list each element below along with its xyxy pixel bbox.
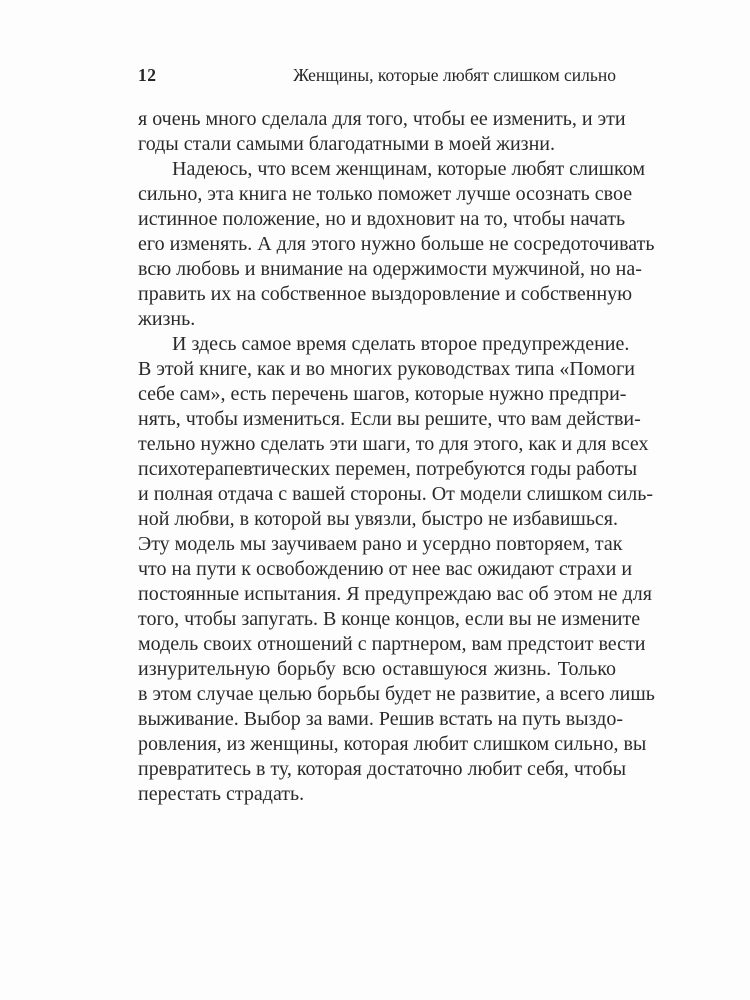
- text-line: истинное положение, но и вдохновит на то, чтобы начать: [138, 208, 626, 230]
- text-line: И здесь самое время сделать второе предупреждение.: [172, 333, 630, 355]
- text-line: сильно, эта книга не только поможет лучше осознать свое: [138, 183, 633, 205]
- text-line: и полная отдача с вашей стороны. От модели слишком силь-: [138, 483, 653, 505]
- text-line: В этой книге, как и во многих руководствах типа «Помоги: [138, 358, 635, 380]
- text-line: Надеюсь, что всем женщинам, которые любят слишком: [172, 158, 646, 180]
- text-line: тельно нужно сделать эти шаги, то для этого, как и для всех: [138, 433, 649, 455]
- text-line: Эту модель мы заучиваем рано и усердно повторяем, так: [138, 533, 623, 555]
- paragraph: [138, 332, 655, 807]
- text-line: того, чтобы запугать. В конце концов, если вы не измените: [138, 608, 641, 630]
- text-line: изнурительную борьбу всю оставшуюся жизнь. Только: [138, 658, 616, 680]
- text-line: править их на собственное выздоровление и собственную: [138, 283, 633, 305]
- page-number: 12: [138, 65, 157, 85]
- text-line: я очень много сделала для того, чтобы ее изменить, и эти: [138, 108, 626, 130]
- running-head: [138, 62, 616, 88]
- running-title: Женщины, которые любят слишком сильно: [293, 65, 616, 85]
- text-line: в этом случае целью борьбы будет не развитие, а всего лишь: [138, 683, 655, 705]
- text-line: всю любовь и внимание на одержимости мужчиной, но на-: [138, 258, 642, 280]
- text-line: жизнь.: [138, 308, 196, 330]
- text-line: постоянные испытания. Я предупреждаю вас об этом не для: [138, 583, 652, 605]
- text-line: перестать страдать.: [138, 783, 305, 805]
- body-text: [138, 107, 655, 807]
- text-line: превратитесь в ту, которая достаточно любит себя, чтобы: [138, 758, 627, 780]
- text-line: ной любви, в которой вы увязли, быстро не избавишься.: [138, 508, 619, 530]
- text-line: его изменять. А для этого нужно больше не сосредоточивать: [138, 233, 655, 255]
- text-line: годы стали самыми благодатными в моей жизни.: [138, 133, 555, 155]
- text-line: модель своих отношений с партнером, вам предстоит вести: [138, 633, 646, 655]
- paragraph: [138, 107, 626, 157]
- text-line: нять, чтобы измениться. Если вы решите, что вам действи-: [138, 408, 641, 430]
- text-line: что на пути к освобождению от нее вас ожидают страхи и: [138, 558, 633, 580]
- paragraph: [138, 157, 655, 332]
- text-line: себе сам», есть перечень шагов, которые нужно предпри-: [138, 383, 627, 405]
- text-line: психотерапевтических перемен, потребуются годы работы: [138, 458, 638, 480]
- text-line: выживание. Выбор за вами. Решив встать на путь выздо-: [138, 708, 623, 730]
- text-line: ровления, из женщины, которая любит слишком сильно, вы: [138, 733, 647, 755]
